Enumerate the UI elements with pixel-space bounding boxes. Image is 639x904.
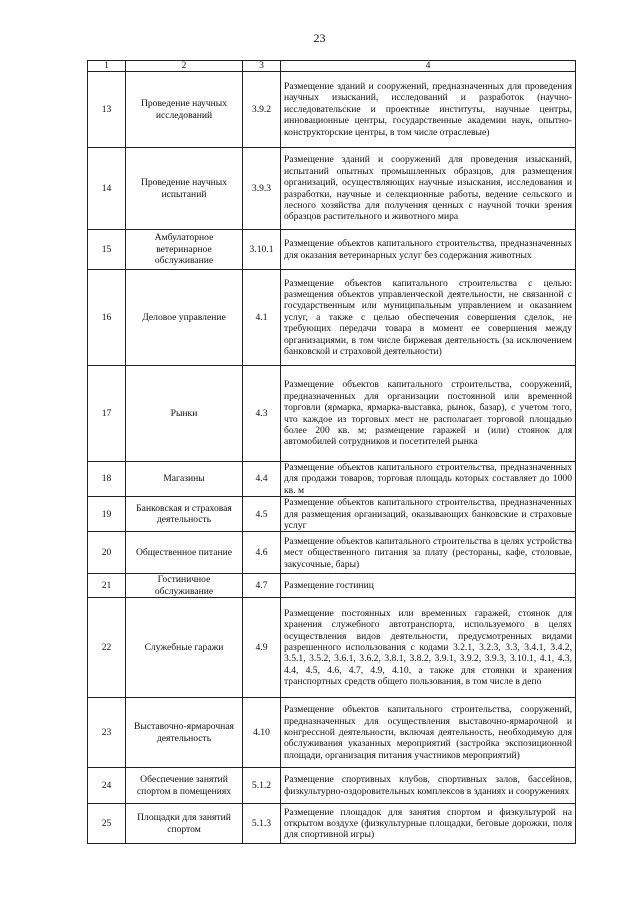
use-type-name-cell: Банковская и страховая деятельность (126, 497, 243, 532)
table-row (88, 72, 576, 148)
use-type-name-cell: Рынки (126, 366, 243, 462)
use-code-cell: 3.9.3 (243, 148, 281, 230)
table-header-row (88, 61, 576, 72)
table-row (88, 532, 576, 574)
row-number-cell: 22 (88, 598, 126, 698)
use-description-cell: Размещение объектов капитального строительства с целью: размещения объектов управленческой деятельности, не связанной с государственным или муниципальным управлением и оказанием услуг, а также с целью обеспечения совершения сделок, не требующих передачи товара в момент ее совершения между организациями, в том числе биржевая деятельность (за исключением банковской и страховой деятельности) (281, 270, 576, 366)
use-description-cell: Размещение объектов капитального строительства, сооружений, предназначенных для осуществления выставочно-ярмарочной и конгрессной деятельности, включая деятельность, необходимую для обслуживания указанных мероприятий (застройка экспозиционной площади, организация питания участников мероприятий) (281, 698, 576, 768)
use-code-cell: 5.1.3 (243, 804, 281, 844)
use-description-cell: Размещение спортивных клубов, спортивных залов, бассейнов, физкультурно-оздоровительных комплексов в зданиях и сооружениях (281, 768, 576, 804)
table-row (88, 462, 576, 497)
row-number-cell: 19 (88, 497, 126, 532)
use-description-cell: Размещение зданий и сооружений для проведения изысканий, испытаний опытных промышленных образцов, для размещения организаций, осуществляющих научные изыскания, исследования и разработки, научные и селекционные работы, ведение сельского и лесного хозяйства для получения ценных с научной точки зрения образцов растительного и животного мира (281, 148, 576, 230)
use-type-name-cell: Служебные гаражи (126, 598, 243, 698)
header-cell-2: 2 (126, 61, 243, 72)
use-code-cell: 5.1.2 (243, 768, 281, 804)
use-description-cell: Размещение зданий и сооружений, предназначенных для проведения научных изысканий, исследований и разработок (научно-исследовательские и проектные институты, научные центры, инновационные центры, государственные академии наук, опытно-конструкторские центры, в том числе отраслевые) (281, 72, 576, 148)
row-number-cell: 17 (88, 366, 126, 462)
row-number-cell: 24 (88, 768, 126, 804)
use-code-cell: 3.9.2 (243, 72, 281, 148)
page-number: 23 (313, 31, 326, 45)
use-code-cell: 4.10 (243, 698, 281, 768)
use-type-name-cell: Площадки для занятий спортом (126, 804, 243, 844)
use-type-name-cell: Выставочно-ярмарочная деятельность (126, 698, 243, 768)
table-row (88, 230, 576, 270)
row-number-cell: 23 (88, 698, 126, 768)
use-description-cell: Размещение объектов капитального строительства в целях устройства мест общественного питания за плату (рестораны, кафе, столовые, закусочные, бары) (281, 532, 576, 574)
row-number-cell: 14 (88, 148, 126, 230)
use-code-cell: 3.10.1 (243, 230, 281, 270)
use-description-cell: Размещение гостиниц (281, 574, 576, 598)
row-number-cell: 16 (88, 270, 126, 366)
use-description-cell: Размещение постоянных или временных гаражей, стоянок для хранения служебного автотранспорта, используемого в целях осуществления видов деятельности, предусмотренных видами разрешенного использования с кодами 3.2.1, 3.2.3, 3.3, 3.4.1, 3.4.2, 3.5.1, 3.5.2, 3.6.1, 3.6.2, 3.8.1, 3.8.2, 3.9.1, 3.9.2, 3.9.3, 3.10.1, 4.1, 4.3, 4.4, 4.5, 4.6, 4.7, 4.9, 4.10, а также для стоянки и хранения транспортных средств общего пользования, в том числе в депо (281, 598, 576, 698)
table-row (88, 148, 576, 230)
row-number-cell: 15 (88, 230, 126, 270)
table-row (88, 366, 576, 462)
land-use-table (87, 60, 576, 844)
use-type-name-cell: Деловое управление (126, 270, 243, 366)
use-code-cell: 4.1 (243, 270, 281, 366)
use-description-cell: Размещение объектов капитального строительства, сооружений, предназначенных для организации постоянной или временной торговли (ярмарка, ярмарка-выставка, рынок, базар), с учетом того, что каждое из торговых мест не располагает торговой площадью более 200 кв. м; размещение гаражей и (или) стоянок для автомобилей сотрудников и посетителей рынка (281, 366, 576, 462)
table-row (88, 598, 576, 698)
header-cell-3: 3 (243, 61, 281, 72)
table-row (88, 497, 576, 532)
use-description-cell: Размещение площадок для занятия спортом и физкультурой на открытом воздухе (физкультурные площадки, беговые дорожки, поля для спортивной игры) (281, 804, 576, 844)
use-code-cell: 4.5 (243, 497, 281, 532)
use-type-name-cell: Гостиничное обслуживание (126, 574, 243, 598)
use-code-cell: 4.7 (243, 574, 281, 598)
table-row (88, 270, 576, 366)
use-code-cell: 4.3 (243, 366, 281, 462)
table-row (88, 698, 576, 768)
use-code-cell: 4.6 (243, 532, 281, 574)
use-type-name-cell: Проведение научных испытаний (126, 148, 243, 230)
use-type-name-cell: Проведение научных исследований (126, 72, 243, 148)
table-row (88, 574, 576, 598)
row-number-cell: 13 (88, 72, 126, 148)
use-type-name-cell: Общественное питание (126, 532, 243, 574)
use-type-name-cell: Амбулаторное ветеринарное обслуживание (126, 230, 243, 270)
use-type-name-cell: Магазины (126, 462, 243, 497)
use-description-cell: Размещение объектов капитального строительства, предназначенных для размещения организаций, оказывающих банковские и страховые услуг (281, 497, 576, 532)
use-description-cell: Размещение объектов капитального строительства, предназначенных для оказания ветеринарных услуг без содержания животных (281, 230, 576, 270)
table-row (88, 804, 576, 844)
use-code-cell: 4.4 (243, 462, 281, 497)
table-row (88, 768, 576, 804)
use-type-name-cell: Обеспечение занятий спортом в помещениях (126, 768, 243, 804)
use-code-cell: 4.9 (243, 598, 281, 698)
use-description-cell: Размещение объектов капитального строительства, предназначенных для продажи товаров, торговая площадь которых составляет до 1000 кв. м (281, 462, 576, 497)
header-cell-1: 1 (88, 61, 126, 72)
row-number-cell: 25 (88, 804, 126, 844)
row-number-cell: 20 (88, 532, 126, 574)
row-number-cell: 21 (88, 574, 126, 598)
header-cell-4: 4 (281, 61, 576, 72)
row-number-cell: 18 (88, 462, 126, 497)
